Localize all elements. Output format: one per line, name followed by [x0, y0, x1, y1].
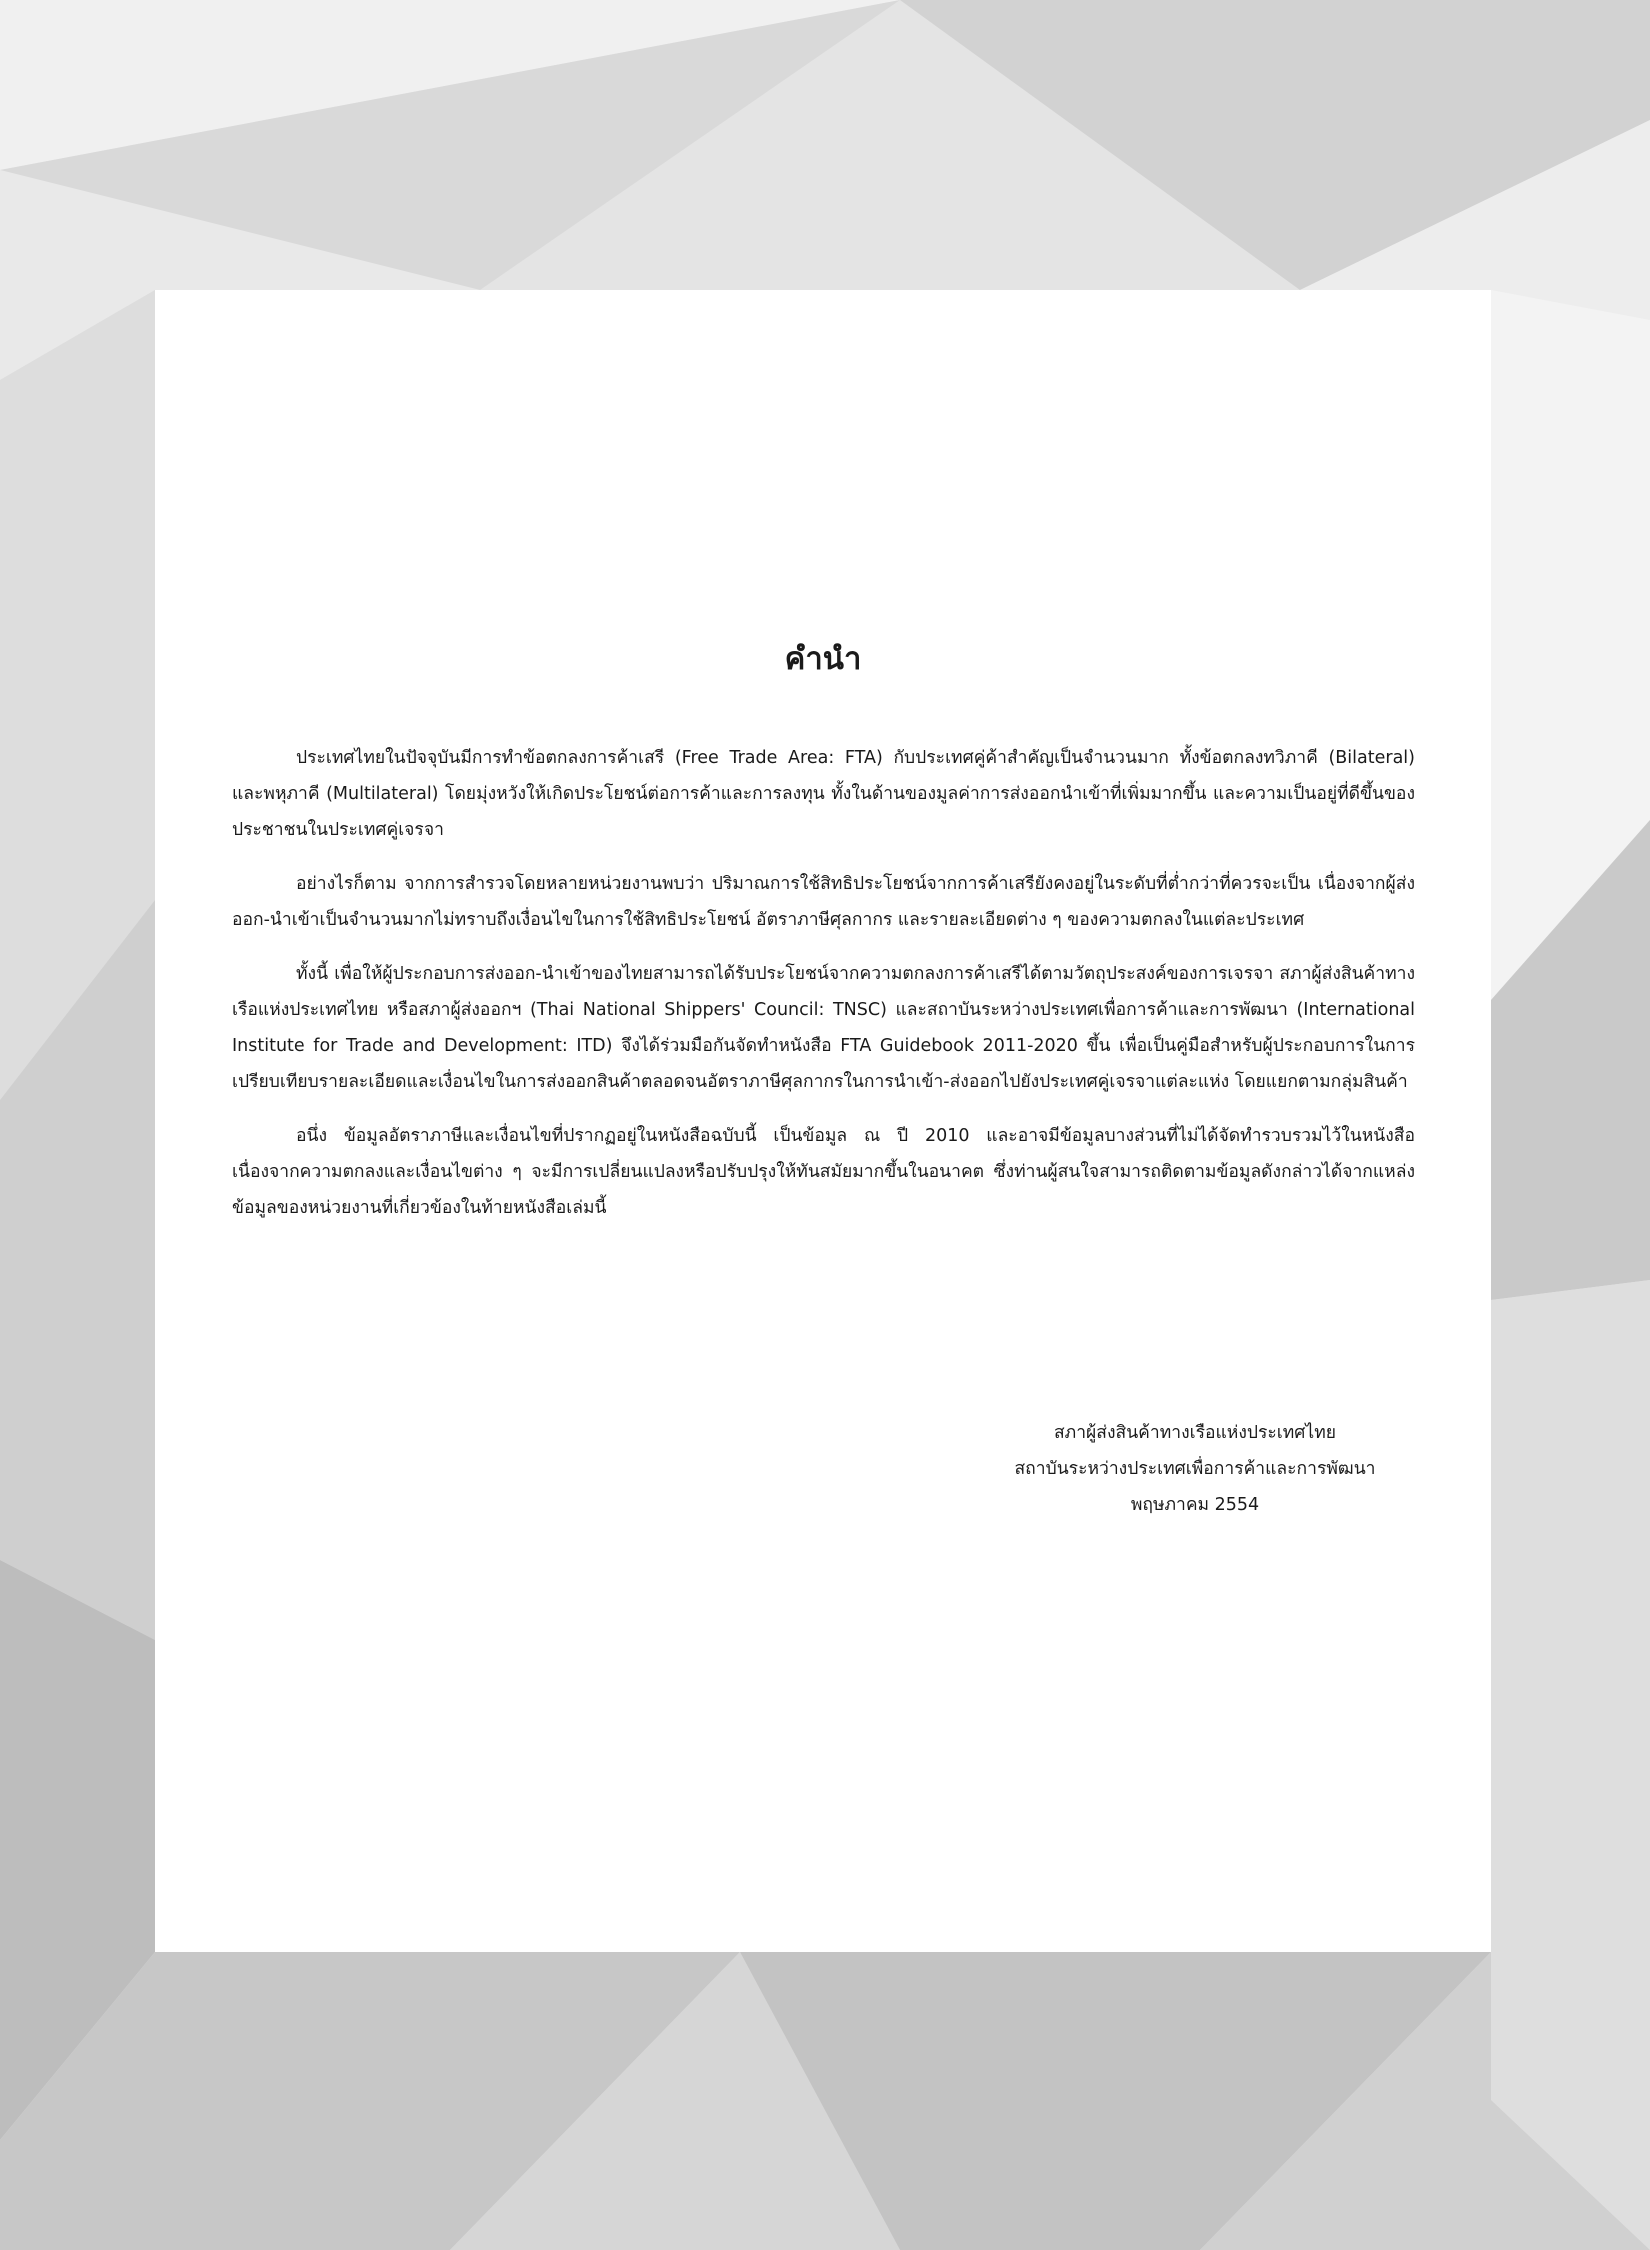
paragraph-3: ทั้งนี้ เพื่อให้ผู้ประกอบการส่งออก-นำเข้าของไทยสามารถได้รับประโยชน์จากความตกลงการค้าเสรีได้ตามวัตถุประสงค์ของการเจรจา สภาผู้ส่งสินค้าทางเรือแห่งประเทศไทย หรือสภาผู้ส่งออกฯ (Thai National Shippers' Council: TNSC) และสถาบันระหว่างประเทศเพื่อการค้าและการพัฒนา (International Institute for Trade and Development: ITD) จึงได้ร่วมมือกันจัดทำหนังสือ FTA Guidebook 2011-2020 ขึ้น เพื่อเป็นคู่มือสำหรับผู้ประกอบการในการเปรียบเทียบรายละเอียดและเงื่อนไขในการส่งออกสินค้าตลอดจนอัตราภาษีศุลกากรในการนำเข้า-ส่งออกไปยังประเทศคู่เจรจาแต่ละแห่ง โดยแยกตามกลุ่มสินค้า [232, 964, 1415, 1092]
paragraph-1: ประเทศไทยในปัจจุบันมีการทำข้อตกลงการค้าเสรี (Free Trade Area: FTA) กับประเทศคู่ค้าสำคัญเป็นจำนวนมาก ทั้งข้อตกลงทวิภาคี (Bilateral) และพหุภาคี (Multilateral) โดยมุ่งหวังให้เกิดประโยชน์ต่อการค้าและการลงทุน ทั้งในด้านของมูลค่าการส่งออกนำเข้าที่เพิ่มมากขึ้น และความเป็นอยู่ที่ดีขึ้นของประชาชนในประเทศคู่เจรจา [232, 748, 1415, 840]
paragraph-4: อนึ่ง ข้อมูลอัตราภาษีและเงื่อนไขที่ปรากฏอยู่ในหนังสือฉบับนี้ เป็นข้อมูล ณ ปี 2010 และอาจมีข้อมูลบางส่วนที่ไม่ได้จัดทำรวบรวมไว้ในหนังสือ เนื่องจากความตกลงและเงื่อนไขต่าง ๆ จะมีการเปลี่ยนแปลงหรือปรับปรุงให้ทันสมัยมากขึ้นในอนาคต ซึ่งท่านผู้สนใจสามารถติดตามข้อมูลดังกล่าวได้จากแหล่งข้อมูลของหน่วยงานที่เกี่ยวข้องในท้ายหนังสือเล่มนี้ [232, 1126, 1415, 1218]
signature-org-2: สถาบันระหว่างประเทศเพื่อการค้าและการพัฒนา [1014, 1459, 1376, 1479]
body-text [232, 740, 1415, 1244]
paragraph-2: อย่างไรก็ตาม จากการสำรวจโดยหลายหน่วยงานพบว่า ปริมาณการใช้สิทธิประโยชน์จากการค้าเสรียังคงอยู่ในระดับที่ต่ำกว่าที่ควรจะเป็น เนื่องจากผู้ส่งออก-นำเข้าเป็นจำนวนมากไม่ทราบถึงเงื่อนไขในการใช้สิทธิประโยชน์ อัตราภาษีศุลกากร และรายละเอียดต่าง ๆ ของความตกลงในแต่ละประเทศ [232, 874, 1415, 930]
page-title: คำนำ [784, 641, 862, 677]
document-page [155, 290, 1491, 1952]
signature-date: พฤษภาคม 2554 [1130, 1495, 1260, 1515]
signature-block [975, 1415, 1415, 1523]
signature-org-1: สภาผู้ส่งสินค้าทางเรือแห่งประเทศไทย [1054, 1423, 1336, 1443]
